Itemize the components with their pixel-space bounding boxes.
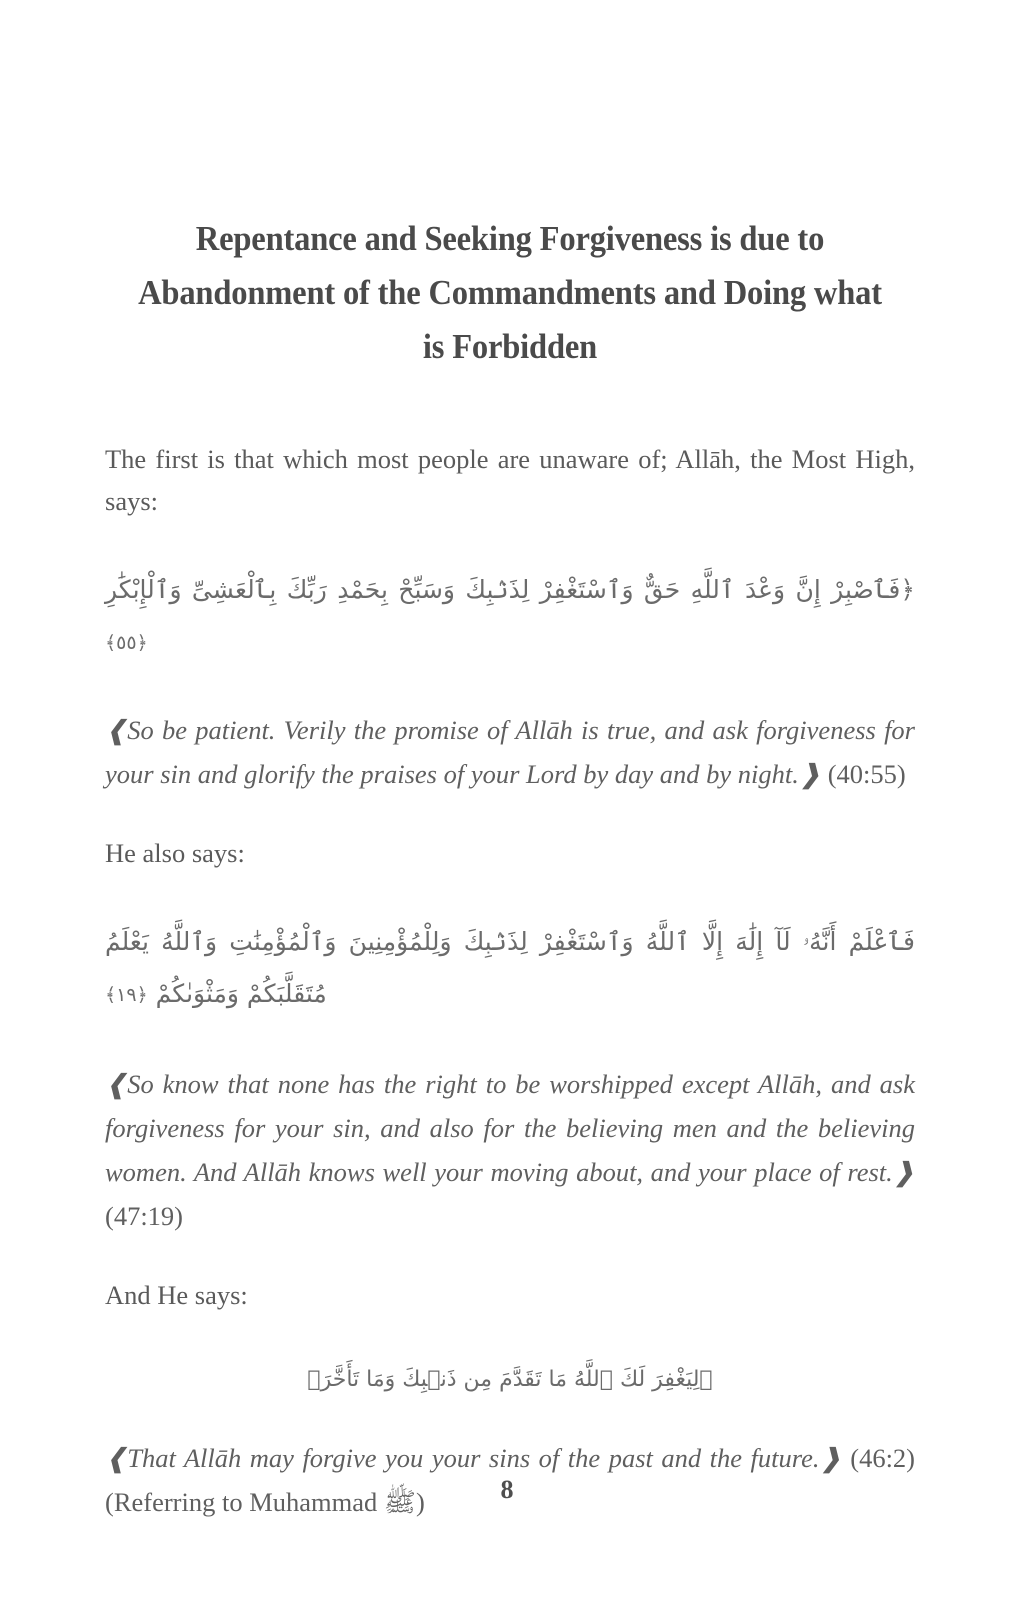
connector-he-also-says: He also says: [105, 838, 245, 868]
connector-and-he-says: And He says: [105, 1280, 248, 1310]
arabic-verse-quran-46-2: ﴿لِيَغْفِرَ لَكَ ٱللَّهُ مَا تَقَدَّمَ مِن ذَنۢبِكَ وَمَا تَأَخَّرَ﴾ [307, 1367, 713, 1392]
translation-quran-40-55 [105, 708, 915, 796]
page-content [105, 0, 915, 1524]
arabic-verse-quran-40-55 [105, 564, 915, 670]
referring-note: (Referring to Muhammad ﷺ) [105, 1487, 425, 1517]
verse-reference: (46:2) [850, 1443, 916, 1473]
translation-text: ❰So know that none has the right to be worshipped except Allāh, and ask forgiveness for your sin, and also for the believing men and the believing women. And Allāh knows well your moving about, and your place of rest.❱ [105, 1069, 915, 1187]
arabic-verse-quran-47-19 [105, 916, 915, 1022]
arabic-text: فَٱعْلَمْ أَنَّهُۥ لَآ إِلَٰهَ إِلَّا ٱللَّهُ وَٱسْتَغْفِرْ لِذَنۢبِكَ وَلِلْمُؤْمِنِينَ وَٱلْمُؤْمِنَٰتِ وَٱللَّهُ يَعْلَمُ مُتَقَلَّبَكُمْ وَمَثْوَىٰكُمْ [105, 927, 915, 1008]
verse-reference: (47:19) [105, 1201, 184, 1231]
arabic-text: ﴿فَٱصْبِرْ إِنَّ وَعْدَ ٱللَّهِ حَقٌّ وَٱسْتَغْفِرْ لِذَنۢبِكَ وَسَبِّحْ بِحَمْدِ رَبِّكَ بِٱلْعَشِىِّ وَٱلْإِبْكَٰرِ [105, 575, 915, 604]
translation-text: ❰So be patient. Verily the promise of Allāh is true, and ask forgiveness for your sin and glorify the praises of your Lord by day and by night.❱ [105, 715, 915, 789]
verse-number-marker: ﴿٥٥﴾ [105, 632, 148, 654]
intro-paragraph: The first is that which most people are unaware of; Allāh, the Most High, says: [105, 444, 915, 516]
translation-text: ❰That Allāh may forgive you your sins of the past and the future.❱ [105, 1443, 842, 1473]
verse-reference: (40:55) [827, 759, 906, 789]
translation-quran-47-19 [105, 1062, 915, 1238]
page-number: 8 [500, 1475, 514, 1504]
verse-number-marker: ﴿١٩﴾ [105, 984, 148, 1006]
page-title: Repentance and Seeking Forgiveness is due to Abandonment of the Commandments and Doing what is Forbidden [138, 219, 882, 366]
